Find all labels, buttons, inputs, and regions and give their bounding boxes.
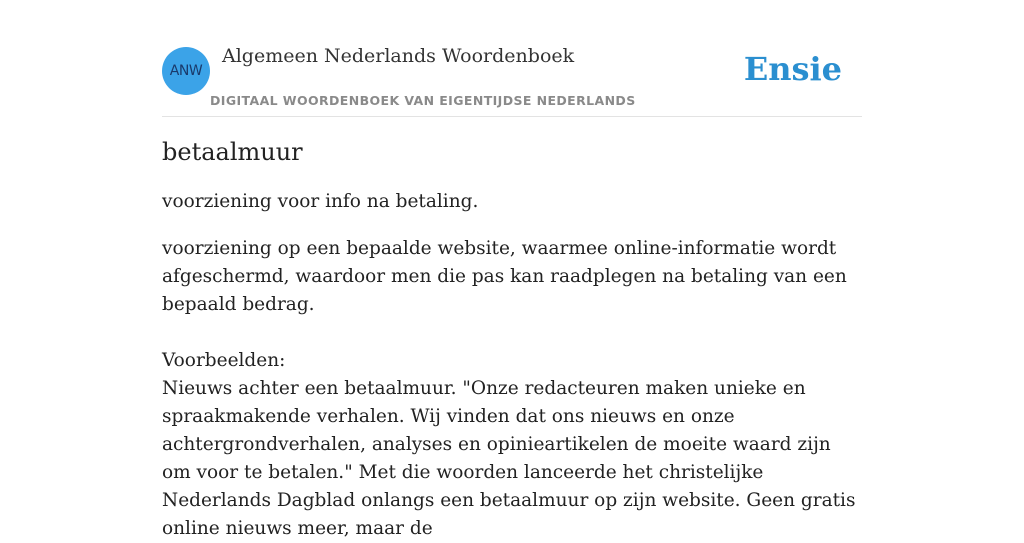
example-text: Nieuws achter een betaalmuur. "Onze redacteuren maken unieke en spraakmakende verhalen. Wij vinden dat ons nieuws en onze achtergrondverhalen, analyses en opinieartikelen de moeite waard zijn om voor te betalen." Met die woorden lanceerde het christelijke Nederlands Dagblad onlangs een betaalmuur op zijn website. Geen gratis online nieuws meer, maar de xyxy=(162,378,856,539)
short-definition: voorziening voor info na betaling. xyxy=(162,191,479,212)
examples-section xyxy=(162,347,862,543)
entry-content xyxy=(162,138,862,543)
site-subtitle: DIGITAAL WOORDENBOEK VAN EIGENTIJDSE NEDERLANDS xyxy=(210,93,636,108)
site-title[interactable]: Algemeen Nederlands Woordenboek xyxy=(222,45,575,67)
ensie-brand-link[interactable]: Ensie xyxy=(743,50,842,88)
definition: voorziening op een bepaalde website, waarmee online-informatie wordt afgeschermd, waardoor men die pas kan raadplegen na betaling van een bepaald bedrag. xyxy=(162,238,847,315)
anw-logo-text: ANW xyxy=(169,63,203,79)
examples-label: Voorbeelden: xyxy=(162,350,286,371)
site-header xyxy=(162,0,862,117)
anw-logo[interactable] xyxy=(162,47,210,95)
headword: betaalmuur xyxy=(162,138,303,166)
